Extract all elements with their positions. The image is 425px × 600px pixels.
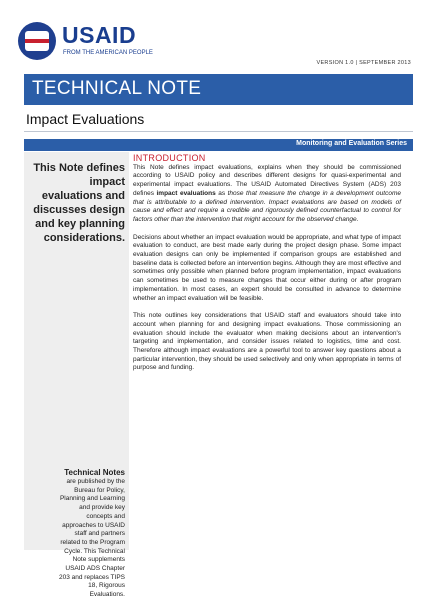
sidebar-heading: Technical Notes xyxy=(64,468,125,477)
version-date: VERSION 1.0 | SEPTEMBER 2013 xyxy=(316,60,411,66)
sidebar-body: are published by the Bureau for Policy, Planning and Learning and provide key concepts and approaches to USAID staff and partners related to the Program Cycle. This Technical Note supplements USAID ADS Chapter 203 and replaces TIPS 18, Rigorous Evaluations. xyxy=(58,478,125,599)
paragraph-1 xyxy=(133,164,401,225)
series-band xyxy=(24,139,413,151)
paragraph-3: This note outlines key considerations that USAID staff and evaluators should take into account when planning for and designing impact evaluations. Those commissioning an evaluation should include the evaluator when making decisions about an intervention's targeting and implementation, and consider issues related to logistics, time and cost. Therefore although impact evaluations are a powerful tool to answer key questions about a particular intervention, they should be used selectively and only when appropriate in terms of purpose and funding. xyxy=(133,312,401,372)
title-divider xyxy=(24,131,413,132)
document-type: TECHNICAL NOTE xyxy=(32,78,202,99)
brand-name: USAID xyxy=(62,22,137,48)
series-name: Monitoring and Evaluation Series xyxy=(296,140,407,147)
paragraph-1-term: impact evaluations xyxy=(156,189,216,197)
paragraph-1-text-a: This Note defines impact evaluations, explains when they should be commissioned according to USAID policy and describes different designs for quasi-experimental and experimental impact evaluations. The USAID Automated Directives System (ADS) 203 defines xyxy=(133,163,401,197)
seal-band xyxy=(25,39,49,43)
title-band xyxy=(24,74,413,105)
main-content xyxy=(133,154,401,382)
document-title: Impact Evaluations xyxy=(26,111,145,127)
sidebar xyxy=(24,152,129,599)
brand-tagline: FROM THE AMERICAN PEOPLE xyxy=(63,50,153,56)
paragraph-1-definition: those that measure the change in a development outcome that is attributable to a defined intervention. Impact evaluations are based on models of cause and effect and require a credible and rigorously defined counterfactual to control for factors other than the intervention that might account for the observed change. xyxy=(133,189,401,223)
usaid-seal-icon xyxy=(18,22,56,60)
section-heading: INTRODUCTION xyxy=(133,153,206,163)
sidebar-callout: This Note defines impact evaluations and discusses design and key planning considerations. xyxy=(33,162,125,244)
usaid-logo xyxy=(18,20,153,64)
paragraph-2: Decisions about whether an impact evaluation would be appropriate, and what type of impact evaluation to conduct, are best made early during the project design phase. Some impact evaluation designs can only be implemented if comparison groups are established and baseline data is collected before an intervention begins. Although they are most effective and sometimes only possible when planned before program implementation, impact evaluations can sometimes be used to measure changes that occur either during or after program implementation. In most cases, an expert should be consulted in advance to determine whether an impact evaluation will be feasible. xyxy=(133,233,401,302)
paragraph-1-text-c: as xyxy=(215,189,228,197)
